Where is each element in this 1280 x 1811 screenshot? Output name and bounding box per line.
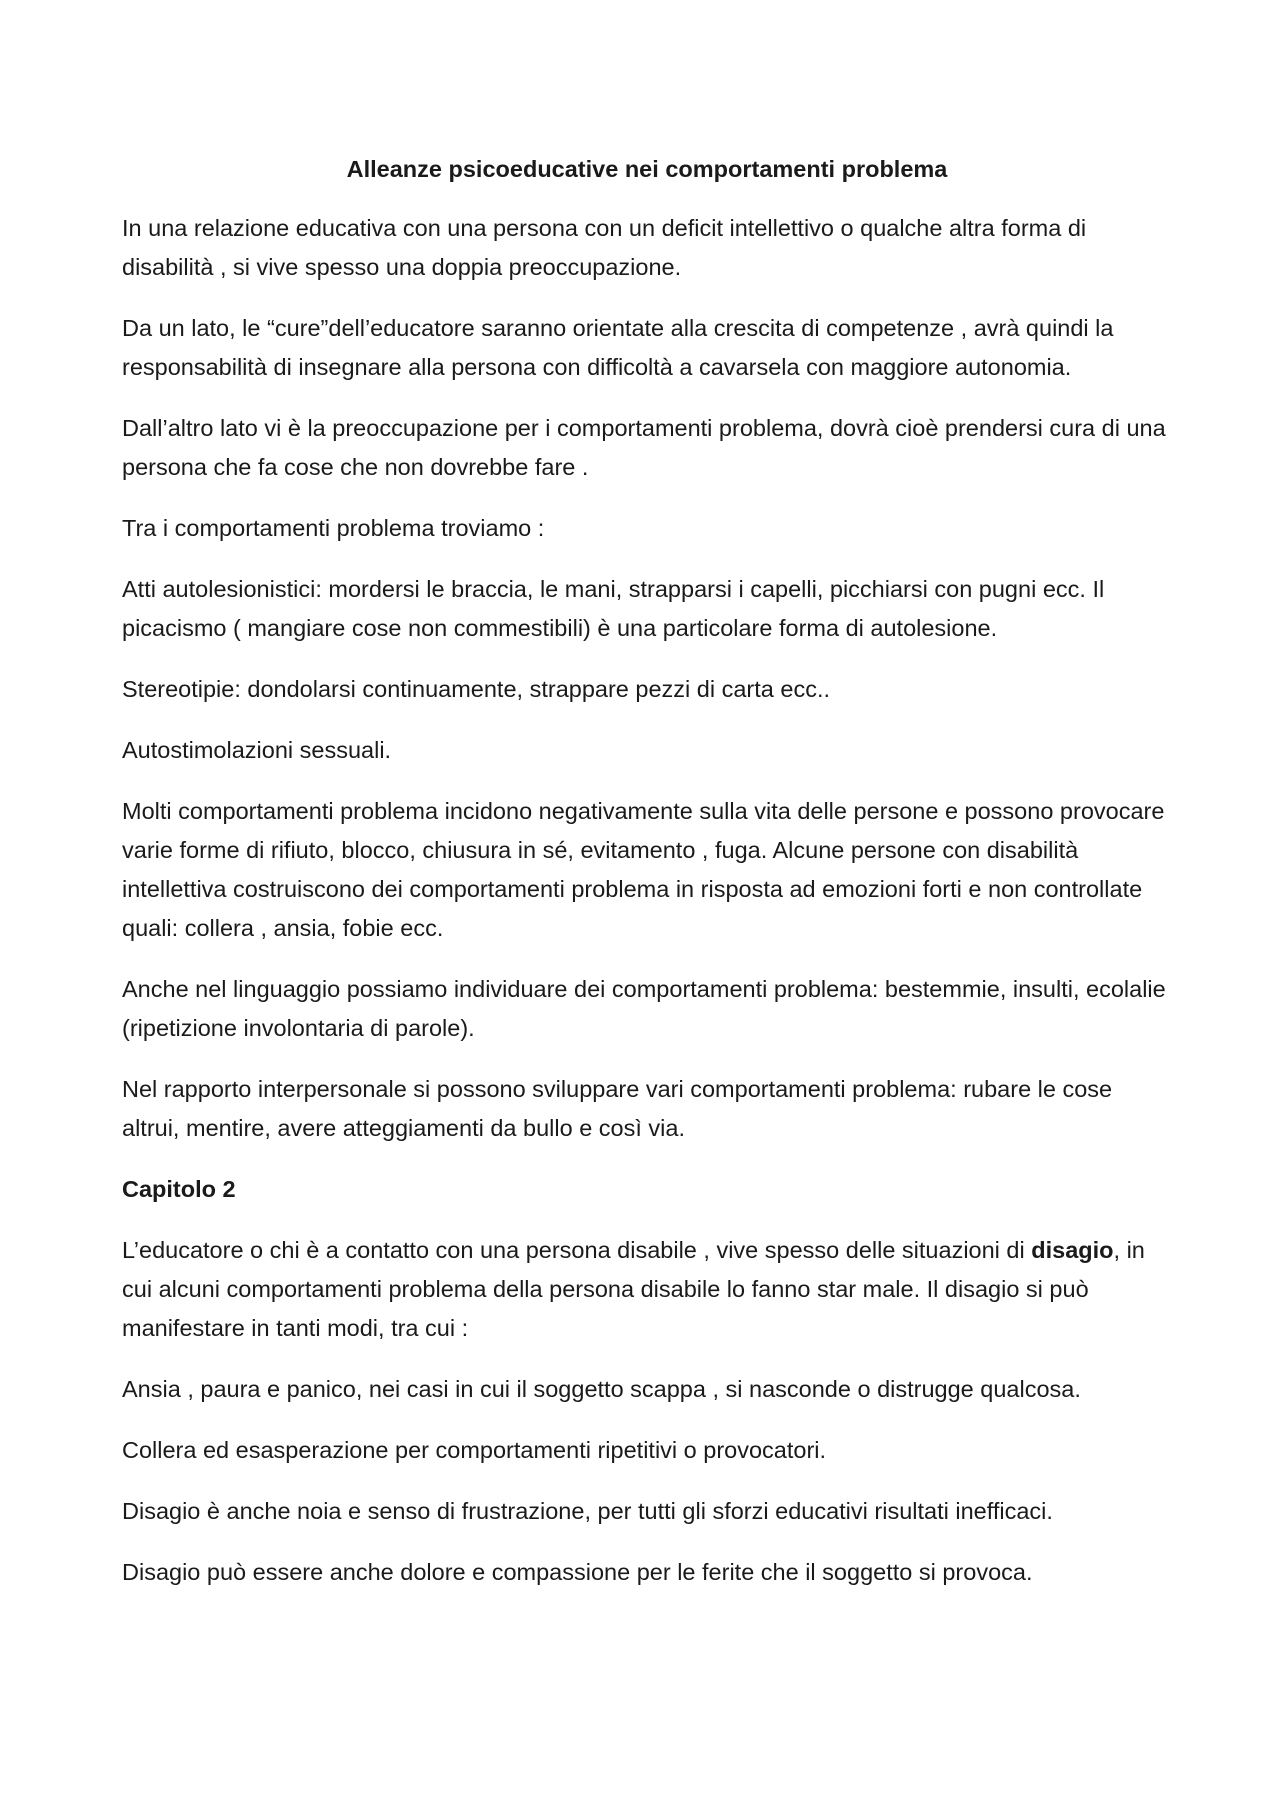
- paragraph: Molti comportamenti problema incidono negativamente sulla vita delle persone e possono provocare varie forme di rifiuto, blocco, chiusura in sé, evitamento , fuga. Alcune persone con disabilità intellettiva costruiscono dei comportamenti problema in risposta ad emozioni forti e non controllate quali: collera , ansia, fobie ecc.: [122, 798, 1165, 941]
- chapter-paragraph: Ansia , paura e panico, nei casi in cui il soggetto scappa , si nasconde o distrugge qualcosa.: [122, 1376, 1081, 1402]
- chapter-paragraph: Disagio può essere anche dolore e compassione per le ferite che il soggetto si provoca.: [122, 1559, 1033, 1585]
- paragraph: Tra i comportamenti problema troviamo :: [122, 515, 545, 541]
- paragraph: Dall’altro lato vi è la preoccupazione per i comportamenti problema, dovrà cioè prendersi cura di una persona che fa cose che non dovrebbe fare .: [122, 415, 1166, 480]
- chapter-heading: Capitolo 2: [122, 1176, 236, 1202]
- paragraph: Nel rapporto interpersonale si possono sviluppare vari comportamenti problema: rubare le cose altrui, mentire, avere atteggiamenti da bullo e così via.: [122, 1076, 1113, 1141]
- document-page: [122, 150, 1172, 1614]
- chapter-intro-before: L’educatore o chi è a contatto con una persona disabile , vive spesso delle situazioni di: [122, 1237, 1032, 1263]
- document-title: Alleanze psicoeducative nei comportamenti problema: [346, 156, 948, 182]
- paragraph: Stereotipie: dondolarsi continuamente, strappare pezzi di carta ecc..: [122, 676, 831, 702]
- paragraph: Atti autolesionistici: mordersi le braccia, le mani, strapparsi i capelli, picchiarsi con pugni ecc. Il picacismo ( mangiare cose non commestibili) è una particolare forma di autolesione.: [122, 576, 1105, 641]
- paragraph: Da un lato, le “cure”dell’educatore saranno orientate alla crescita di competenze , avrà quindi la responsabilità di insegnare alla persona con difficoltà a cavarsela con maggiore autonomia.: [122, 315, 1114, 380]
- chapter-paragraph: Collera ed esasperazione per comportamenti ripetitivi o provocatori.: [122, 1437, 827, 1463]
- chapter-paragraph: Disagio è anche noia e senso di frustrazione, per tutti gli sforzi educativi risultati inefficaci.: [122, 1498, 1053, 1524]
- paragraph: Autostimolazioni sessuali.: [122, 737, 392, 763]
- paragraph: In una relazione educativa con una persona con un deficit intellettivo o qualche altra forma di disabilità , si vive spesso una doppia preoccupazione.: [122, 215, 1087, 280]
- chapter-intro-after: , in cui alcuni comportamenti problema della persona disabile lo fanno star male. Il disagio si può manifestare in tanti modi, tra cui :: [122, 1237, 1145, 1341]
- chapter-intro-paragraph: [122, 1231, 1172, 1348]
- paragraph: Anche nel linguaggio possiamo individuare dei comportamenti problema: bestemmie, insulti, ecolalie (ripetizione involontaria di parole).: [122, 976, 1166, 1041]
- chapter-intro-bold-term: disagio: [1031, 1237, 1114, 1263]
